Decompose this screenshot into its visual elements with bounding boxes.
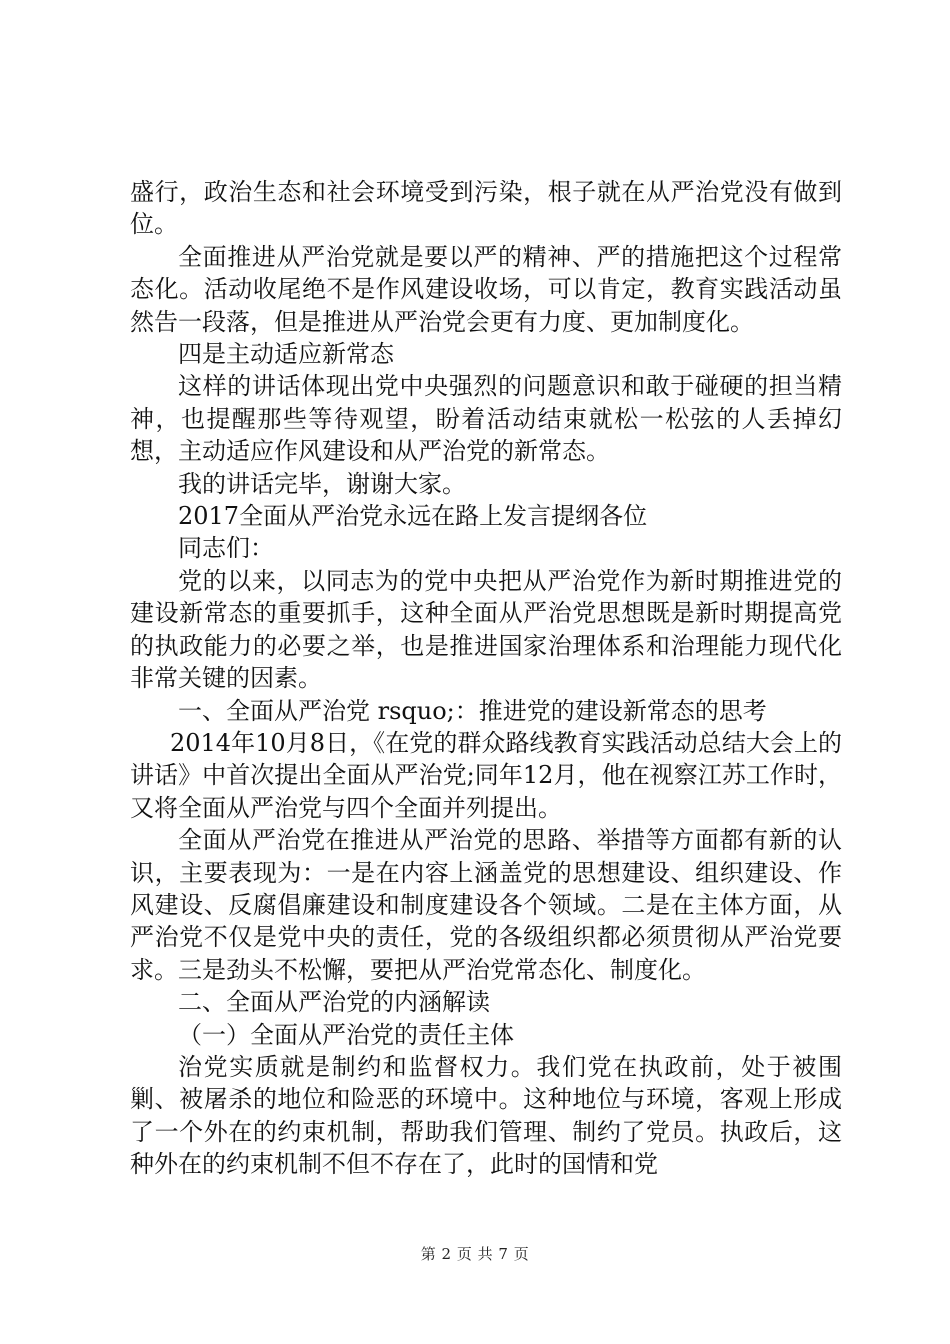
paragraph-3: 这样的讲话体现出党中央强烈的问题意识和敢于碰硬的担当精神，也提醒那些等待观望，盼着活动结束就松一松弦的人丢掉幻想，主动适应作风建设和从严治党的新常态。 — [130, 372, 842, 466]
closing-remark: 我的讲话完毕，谢谢大家。 — [178, 469, 466, 498]
paragraph-7: 治党实质就是制约和监督权力。我们党在执政前，处于被围剿、被屠杀的地位和险恶的环境中。这种地位与环境，客观上形成了一个外在的约束机制，帮助我们管理、制约了党员。执政后，这种外在的约束机制不但不存在了，此时的国情和党 — [130, 1052, 842, 1179]
document-body — [130, 176, 842, 1181]
section-heading-2: 二、全面从严治党的内涵解读 — [178, 988, 490, 1017]
paragraph-4: 党的以来，以同志为的党中央把从严治党作为新时期推进党的建设新常态的重要抓手，这种全面从严治党思想既是新时期提高党的执政能力的必要之举，也是推进国家治理体系和治理能力现代化非常关键的因素。 — [130, 566, 842, 693]
salutation: 同志们： — [178, 534, 274, 563]
subsection-heading-1: （一）全面从严治党的责任主体 — [178, 1020, 514, 1049]
paragraph-6: 全面从严治党在推进从严治党的思路、举措等方面都有新的认识，主要表现为：一是在内容上涵盖党的思想建设、组织建设、作风建设、反腐倡廉建设和制度建设各个领域。二是在主体方面，从严治党不仅是党中央的责任，党的各级组织都必须贯彻从严治党要求。三是劲头不松懈，要把从严治党常态化、制度化。 — [130, 826, 842, 984]
paragraph-1: 盛行，政治生态和社会环境受到污染，根子就在从严治党没有做到位。 — [130, 178, 842, 239]
speech-title: 2017全面从严治党永远在路上发言提纲各位 — [178, 502, 648, 531]
section-heading-1: 一、全面从严治党 rsquo;：推进党的建设新常态的思考 — [178, 696, 767, 725]
paragraph-5: 2014年10月8日，《在党的群众路线教育实践活动总结大会上的讲话》中首次提出全面从严治党;同年12月，他在视察江苏工作时，又将全面从严治党与四个全面并列提出。 — [130, 728, 842, 822]
page-number-footer: 第 2 页 共 7 页 — [420, 1245, 530, 1263]
section-heading-4: 四是主动适应新常态 — [178, 340, 394, 369]
paragraph-2: 全面推进从严治党就是要以严的精神、严的措施把这个过程常态化。活动收尾绝不是作风建设收场，可以肯定，教育实践活动虽然告一段落，但是推进从严治党会更有力度、更加制度化。 — [130, 242, 842, 336]
